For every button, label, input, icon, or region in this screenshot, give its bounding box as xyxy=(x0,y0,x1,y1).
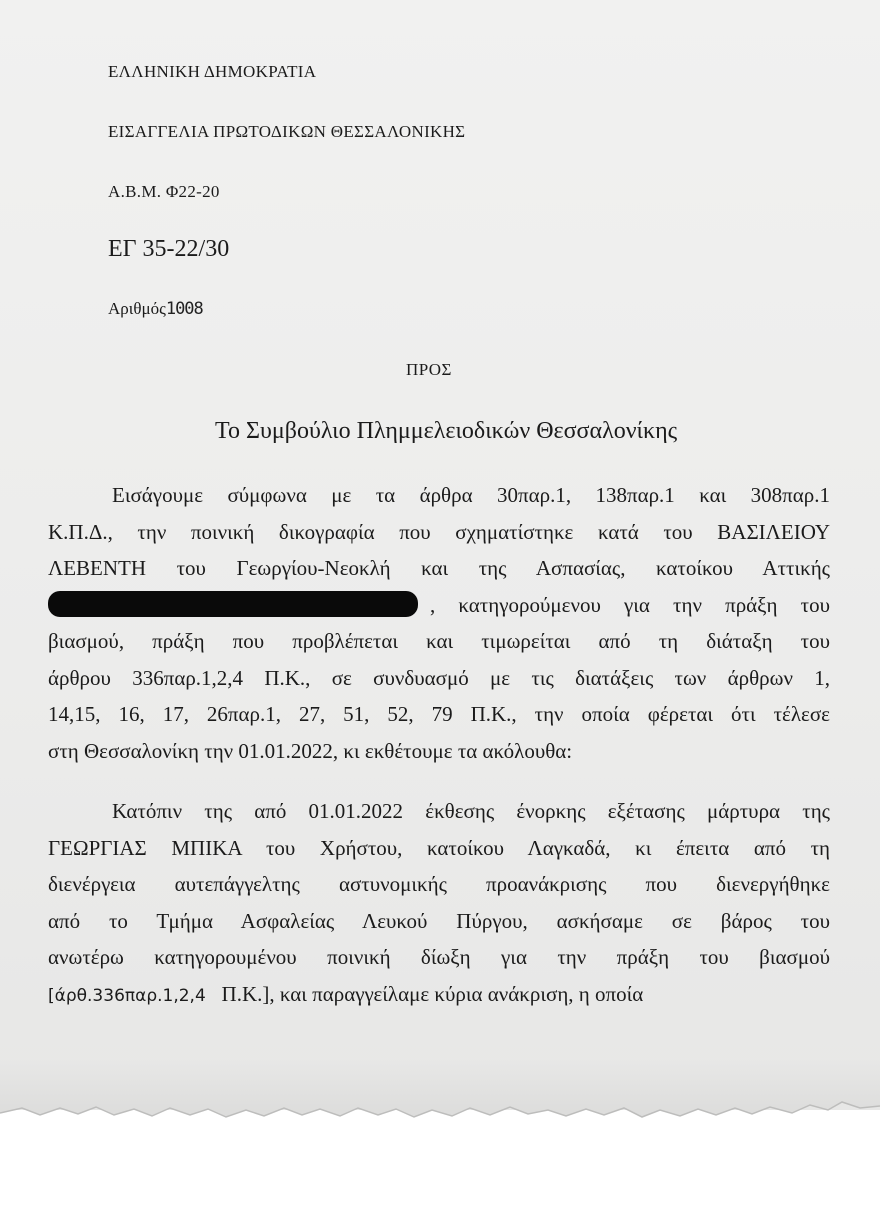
inserted-article-text: [άρθ.336παρ.1,2,4 xyxy=(48,985,206,1006)
header-country: ΕΛΛΗΝΙΚΗ ΔΗΜΟΚΡΑΤΙΑ xyxy=(108,62,317,81)
text-line: βιασμού, πράξη που προβλέπεται και τιμωρείται από τη διάταξη του xyxy=(48,629,830,653)
number-label: Αριθμός xyxy=(108,299,166,318)
text-line: 14,15, 16, 17, 26παρ.1, 27, 51, 52, 79 Π.Κ., την οποία φέρεται ότι τέλεσε xyxy=(48,702,830,726)
text-line: διενέργεια αυτεπάγγελτης αστυνομικής προανάκρισης που διενεργήθηκε xyxy=(48,872,830,896)
case-reference: ΕΓ 35-22/30 xyxy=(108,236,230,262)
redaction-comma: , xyxy=(430,592,436,617)
text-line: Κ.Π.Δ., την ποινική δικογραφία που σχηματίστηκε κατά του ΒΑΣΙΛΕΙΟΥ xyxy=(48,519,830,544)
text-line: Κατόπιν της από 01.01.2022 έκθεσης ένορκης εξέτασης μάρτυρα της xyxy=(112,799,830,823)
text-line: κατηγορούμενου για την πράξη του xyxy=(458,592,831,617)
document-number xyxy=(108,299,203,319)
text-line: άρθρου 336παρ.1,2,4 Π.Κ., σε συνδυασμό με τις διατάξεις των άρθρων 1, xyxy=(48,665,830,690)
handwritten-number: 1008 xyxy=(165,299,203,319)
text-line: Εισάγουμε σύμφωνα με τα άρθρα 30παρ.1, 138παρ.1 και 308παρ.1 xyxy=(112,483,830,507)
text-line: ανωτέρω κατηγορουμένου ποινική δίωξη για την πράξη του βιασμού xyxy=(48,945,830,969)
text-line-redacted xyxy=(48,587,830,624)
to-label: ΠΡΟΣ xyxy=(406,360,452,379)
paragraph-2 xyxy=(48,793,830,1014)
redaction-bar xyxy=(48,591,418,617)
text-line: στη Θεσσαλονίκη την 01.01.2022, κι εκθέτουμε τα ακόλουθα: xyxy=(48,738,573,763)
torn-paper-edge xyxy=(0,1058,880,1128)
text-line: από το Τμήμα Ασφαλείας Λευκού Πύργου, ασκήσαμε σε βάρος του xyxy=(48,908,830,933)
paragraph-1 xyxy=(48,477,830,769)
header-office: ΕΙΣΑΓΓΕΛΙΑ ΠΡΩΤΟΔΙΚΩΝ ΘΕΣΣΑΛΟΝΙΚΗΣ xyxy=(108,122,466,141)
text-line: ΓΕΩΡΓΙΑΣ ΜΠΙΚΑ του Χρήστου, κατοίκου Λαγκαδά, κι έπειτα από τη xyxy=(48,835,830,860)
text-line: ΛΕΒΕΝΤΗ του Γεωργίου-Νεοκλή και της Ασπασίας, κατοίκου Αττικής xyxy=(48,556,830,580)
recipient: Το Συμβούλιο Πλημμελειοδικών Θεσσαλονίκης xyxy=(215,418,678,444)
text-line-rest: Π.Κ.], και παραγγείλαμε κύρια ανάκριση, η οποία xyxy=(221,981,644,1006)
text-line xyxy=(48,976,830,1015)
header-code: Α.Β.Μ. Φ22-20 xyxy=(108,182,220,201)
